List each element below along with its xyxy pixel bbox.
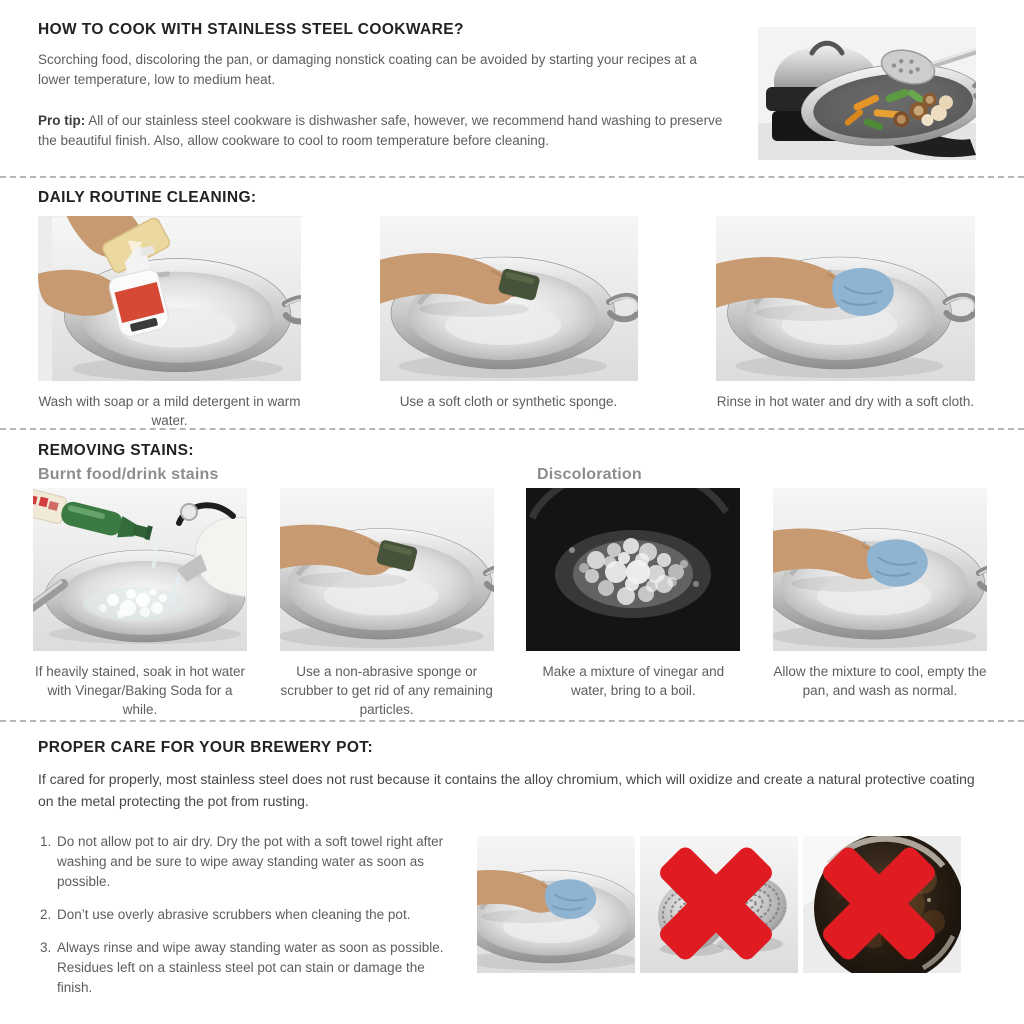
stains-caption-soak: If heavily stained, soak in hot water with Vinegar/Baking Soda for a while.	[34, 664, 246, 717]
section-heading-removing-stains: REMOVING STAINS:	[38, 442, 194, 459]
photo-rinse-dry-cloth	[716, 216, 975, 381]
stir-fry-wok-photo	[758, 27, 976, 160]
red-x-icon	[640, 836, 795, 972]
photo-boiling-mixture	[526, 488, 740, 651]
daily-cleaning-cards	[0, 207, 1024, 430]
stains-caption-scrub: Use a non-abrasive sponge or scrubber to get rid of any remaining particles.	[280, 664, 493, 717]
photo-non-abrasive-sponge	[280, 488, 494, 651]
daily-card-wash	[38, 216, 301, 430]
subheading-burnt-stains: Burnt food/drink stains	[38, 466, 219, 483]
stains-card-boil	[526, 488, 740, 719]
red-x-icon	[803, 836, 958, 972]
section-heading-how-to-cook: HOW TO COOK WITH STAINLESS STEEL COOKWARE?	[38, 21, 464, 38]
stains-caption-cool: Allow the mixture to cool, empty the pan, and wash as normal.	[773, 664, 987, 698]
care-photos-row	[477, 836, 961, 973]
photo-steel-wool-scrubbers	[640, 836, 798, 973]
removing-stains-cards	[33, 488, 987, 719]
daily-caption-sponge: Use a soft cloth or synthetic sponge.	[399, 394, 618, 409]
pro-tip-text: All of our stainless steel cookware is dishwasher safe, however, we recommend hand washing to preserve the beautiful finish. Also, allow cookware to cool to room temperature before cleaning.	[38, 113, 723, 148]
photo-soak-vinegar	[33, 488, 247, 651]
stains-card-soak	[33, 488, 247, 719]
care-list-item: 3. Always rinse and wipe away standing water as soon as possible. Residues left on a stainless steel pot can stain or damage the finish.	[55, 938, 463, 998]
photo-cool-and-wash	[773, 488, 987, 651]
care-instructions-list	[38, 832, 463, 1011]
section-how-to-cook	[0, 0, 1024, 176]
section-heading-proper-care: PROPER CARE FOR YOUR BREWERY POT:	[38, 739, 374, 756]
stains-caption-boil: Make a mixture of vinegar and water, bring to a boil.	[542, 664, 725, 698]
care-intro-paragraph: If cared for properly, most stainless steel does not rust because it contains the alloy chromium, which will oxidize and create a natural protective coating on the metal protecting the pot from rusting.	[38, 771, 975, 809]
section-heading-daily-cleaning: DAILY ROUTINE CLEANING:	[38, 189, 257, 206]
photo-burnt-pan	[803, 836, 961, 973]
cook-paragraph: Scorching food, discoloring the pan, or damaging nonstick coating can be avoided by starting your recipes at a lower temperature, low to medium heat.	[38, 52, 697, 87]
stains-card-cool	[773, 488, 987, 719]
section-proper-care	[0, 722, 1024, 1024]
daily-caption-wash: Wash with soap or a mild detergent in warm water.	[38, 394, 301, 428]
section-removing-stains	[0, 430, 1024, 720]
daily-caption-rinse: Rinse in hot water and dry with a soft cloth.	[716, 394, 975, 409]
daily-card-rinse	[716, 216, 975, 430]
photo-wash-with-soap	[38, 216, 301, 381]
section-daily-cleaning	[0, 178, 1024, 428]
stains-card-scrub	[280, 488, 494, 719]
daily-card-sponge	[380, 216, 638, 430]
photo-soft-sponge	[380, 216, 638, 381]
pro-tip-label: Pro tip:	[38, 113, 86, 128]
care-list-item: 2. Don’t use overly abrasive scrubbers when cleaning the pot.	[55, 905, 463, 925]
care-list-item: 1. Do not allow pot to air dry. Dry the pot with a soft towel right after washing and be sure to wipe away standing water as soon as possible.	[55, 832, 463, 892]
subheading-discoloration: Discoloration	[537, 466, 642, 483]
photo-dry-with-towel	[477, 836, 635, 973]
pro-tip-paragraph	[38, 111, 728, 151]
